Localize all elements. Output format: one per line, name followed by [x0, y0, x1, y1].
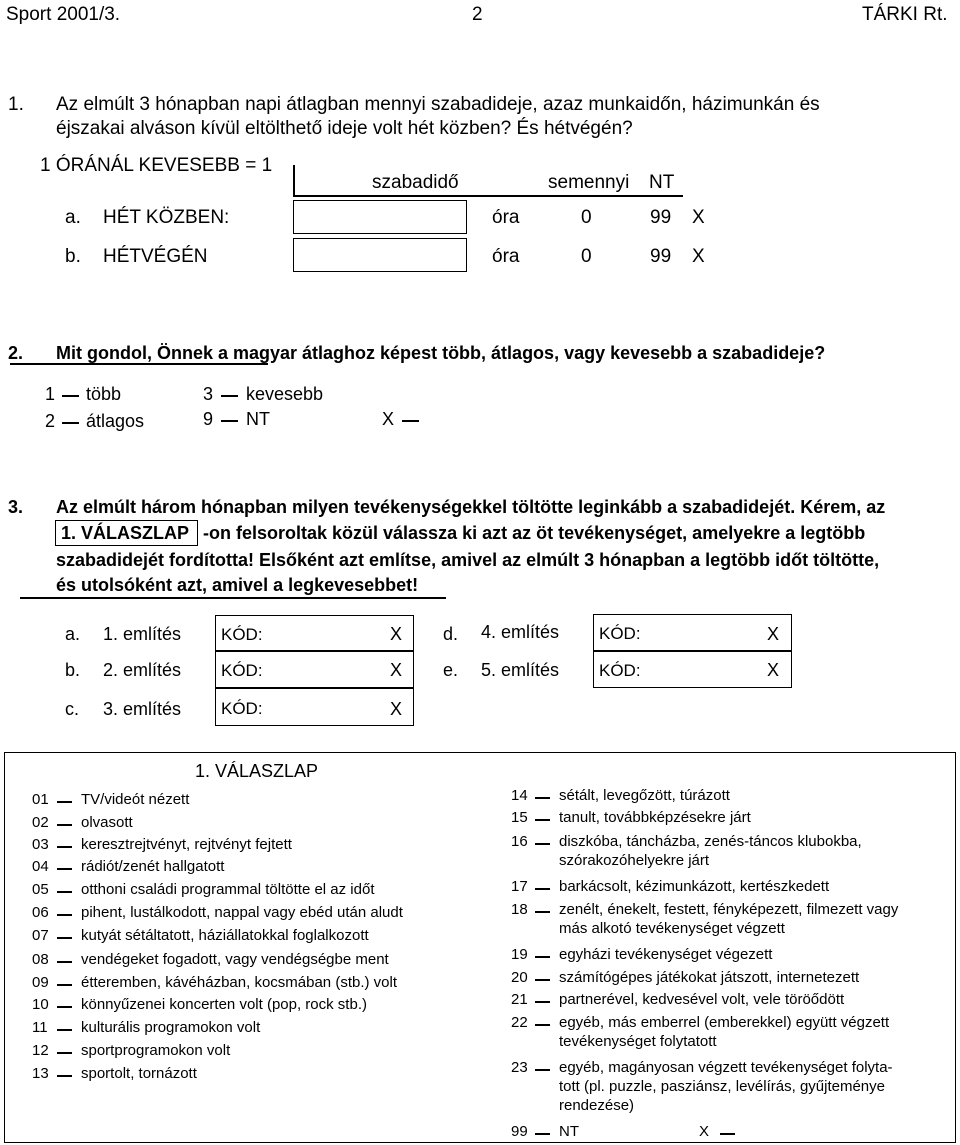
card-item-code: 13 — [32, 1065, 49, 1082]
card-item-x: X — [699, 1123, 710, 1140]
header-page-number: 2 — [472, 4, 483, 25]
card-item-text: kulturális programokon volt — [81, 1019, 261, 1036]
card-item-code: 18 — [511, 901, 528, 918]
q2-number: 2. — [8, 343, 24, 363]
q1-option-x-a[interactable]: X — [692, 207, 705, 228]
q2-option-x[interactable]: X — [382, 409, 395, 429]
card-item-text: sportprogramokon volt — [81, 1042, 231, 1059]
mention-option-x[interactable]: X — [390, 699, 403, 719]
q2-option-code[interactable]: 9 — [203, 409, 214, 429]
q2-option-code[interactable]: 1 — [45, 384, 56, 404]
q1-option-zero-a[interactable]: 0 — [581, 207, 592, 228]
card-item-text: TV/videót nézett — [81, 791, 190, 808]
q3-underline — [20, 597, 446, 599]
card-item-code: 15 — [511, 809, 528, 826]
card-item-code: 16 — [511, 833, 528, 850]
card-item-text: rendezése) — [559, 1097, 635, 1114]
q1-answer-box-b[interactable] — [293, 238, 467, 272]
card-item-code: 04 — [32, 858, 49, 875]
q1-number: 1. — [8, 94, 24, 115]
card-item-code: 19 — [511, 946, 528, 963]
mention-option-x[interactable]: X — [390, 624, 403, 644]
card-item-code: 11 — [32, 1019, 48, 1036]
mention-option-x[interactable]: X — [390, 660, 403, 680]
q2-option-label: NT — [246, 409, 270, 429]
card-item-text: szórakozóhelyekre járt — [559, 852, 710, 869]
header-right: TÁRKI Rt. — [862, 4, 948, 25]
card-item-code: 01 — [32, 791, 49, 808]
card-item-code: 12 — [32, 1042, 49, 1059]
card-item-code: 22 — [511, 1014, 528, 1031]
q2-option-label: több — [86, 384, 122, 404]
header-left: Sport 2001/3. — [6, 4, 121, 25]
q2-option-label: átlagos — [86, 411, 145, 431]
q1-option-nt-b[interactable]: 99 — [650, 246, 672, 267]
card-item-code: 09 — [32, 974, 49, 991]
q2-option-code[interactable]: 2 — [45, 411, 56, 431]
q1-table-divider — [293, 165, 295, 196]
q1-option-zero-b[interactable]: 0 — [581, 246, 592, 267]
card-item-text: egyéb, magányosan végzett tevékenységet folyta- — [559, 1059, 893, 1076]
card-item-text: rádiót/zenét hallgatott — [81, 858, 225, 875]
q1-option-nt-a[interactable]: 99 — [650, 207, 672, 228]
card-item-text: számítógépes játékokat játszott, internetezett — [559, 969, 860, 986]
q1-table-line — [293, 195, 683, 197]
q1-col-szabadido: szabadidő — [372, 172, 459, 193]
q3-number: 3. — [8, 497, 24, 517]
card-item-code: 06 — [32, 904, 49, 921]
q1-option-x-b[interactable]: X — [692, 246, 705, 267]
card-item-text: étteremben, kávéházban, kocsmában (stb.) volt — [81, 974, 397, 991]
card-item-text: tott (pl. puzzle, pasziánsz, levélírás, gyűjteménye — [559, 1078, 885, 1095]
q1-text-line2: éjszakai alváson kívül eltölthető ideje volt hét közben? És hétvégén? — [56, 118, 633, 139]
card-item-code: 99 — [511, 1123, 528, 1140]
mention-option-x[interactable]: X — [767, 660, 780, 680]
card-item-text: barkácsolt, kézimunkázott, kertészkedett — [559, 878, 830, 895]
card-item-text: pihent, lustálkodott, nappal vagy ebéd után aludt — [81, 904, 403, 921]
card-item-text: tevékenységet folytatott — [559, 1033, 717, 1050]
card-item-text: diszkóba, táncházba, zenés-táncos klubokba, — [559, 833, 862, 850]
card-item-nt: NT — [559, 1123, 579, 1140]
q2-option-code[interactable]: 3 — [203, 384, 214, 404]
card-item-text: egyéb, más emberrel (emberekkel) együtt végzett — [559, 1014, 890, 1031]
card-item-text: olvasott — [81, 814, 133, 831]
card-item-code: 20 — [511, 969, 528, 986]
card-item-text: sportolt, tornázott — [81, 1065, 197, 1082]
q3-line1: Az elmúlt három hónapban milyen tevékenységekkel töltötte leginkább a szabadidejét. Kérem, az — [56, 497, 886, 517]
mention-option-x[interactable]: X — [767, 624, 780, 644]
card-item-text: könnyűzenei koncerten volt (pop, rock stb.) — [81, 996, 367, 1013]
card-item-code: 02 — [32, 814, 49, 831]
card-item-text: egyházi tevékenységet végezett — [559, 946, 773, 963]
card-item-text: vendégeket fogadott, vagy vendégségbe ment — [81, 951, 389, 968]
q1-note: 1 ÓRÁNÁL KEVESEBB = 1 — [40, 155, 273, 176]
card-item-code: 10 — [32, 996, 49, 1013]
q3-line2: -on felsoroltak közül válassza ki azt az öt tevékenységet, amelyekre a legtöbb — [203, 523, 866, 543]
q1-text-line1: Az elmúlt 3 hónapban napi átlagban mennyi szabadideje, azaz munkaidőn, házimunkán és — [56, 94, 820, 115]
card-item-text: partnerével, kedvesével volt, vele töröődött — [559, 991, 845, 1008]
card-item-code: 14 — [511, 787, 528, 804]
q3-card-reference: 1. VÁLASZLAP — [61, 523, 190, 543]
card-item-code: 17 — [511, 878, 528, 895]
response-card — [4, 752, 956, 1143]
q3-line4: és utolsóként azt, amivel a legkevesebbet! — [56, 575, 419, 595]
q2-option-label: kevesebb — [246, 384, 324, 404]
card-item-code: 23 — [511, 1059, 528, 1076]
card-item-code: 07 — [32, 927, 49, 944]
card-item-code: 05 — [32, 881, 49, 898]
q1-answer-box-a[interactable] — [293, 200, 467, 234]
card-item-text: más alkotó tevékenységet végzett — [559, 920, 785, 937]
q1-col-semennyi: semennyi — [548, 172, 630, 193]
q3-line3: szabadidejét fordította! Elsőként azt említse, amivel az elmúlt 3 hónapban a legtöbb időt töltötte, — [56, 550, 880, 570]
card-title: 1. VÁLASZLAP — [195, 761, 319, 781]
card-item-text: zenélt, énekelt, festett, fényképezett, filmezett vagy — [559, 901, 899, 918]
card-item-text: sétált, levegőzött, túrázott — [559, 787, 730, 804]
card-item-code: 08 — [32, 951, 49, 968]
card-item-text: keresztrejtvényt, rejtvényt fejtett — [81, 836, 292, 853]
card-item-text: tanult, továbbképzésekre járt — [559, 809, 751, 826]
q2-text: Mit gondol, Önnek a magyar átlaghoz képest több, átlagos, vagy kevesebb a szabadideje? — [56, 343, 826, 363]
card-item-text: kutyát sétáltatott, háziállatokkal foglalkozott — [81, 927, 369, 944]
card-item-text: otthoni családi programmal töltötte el az időt — [81, 881, 375, 898]
card-item-code: 21 — [511, 991, 528, 1008]
card-item-code: 03 — [32, 836, 49, 853]
q1-col-nt: NT — [649, 172, 675, 193]
